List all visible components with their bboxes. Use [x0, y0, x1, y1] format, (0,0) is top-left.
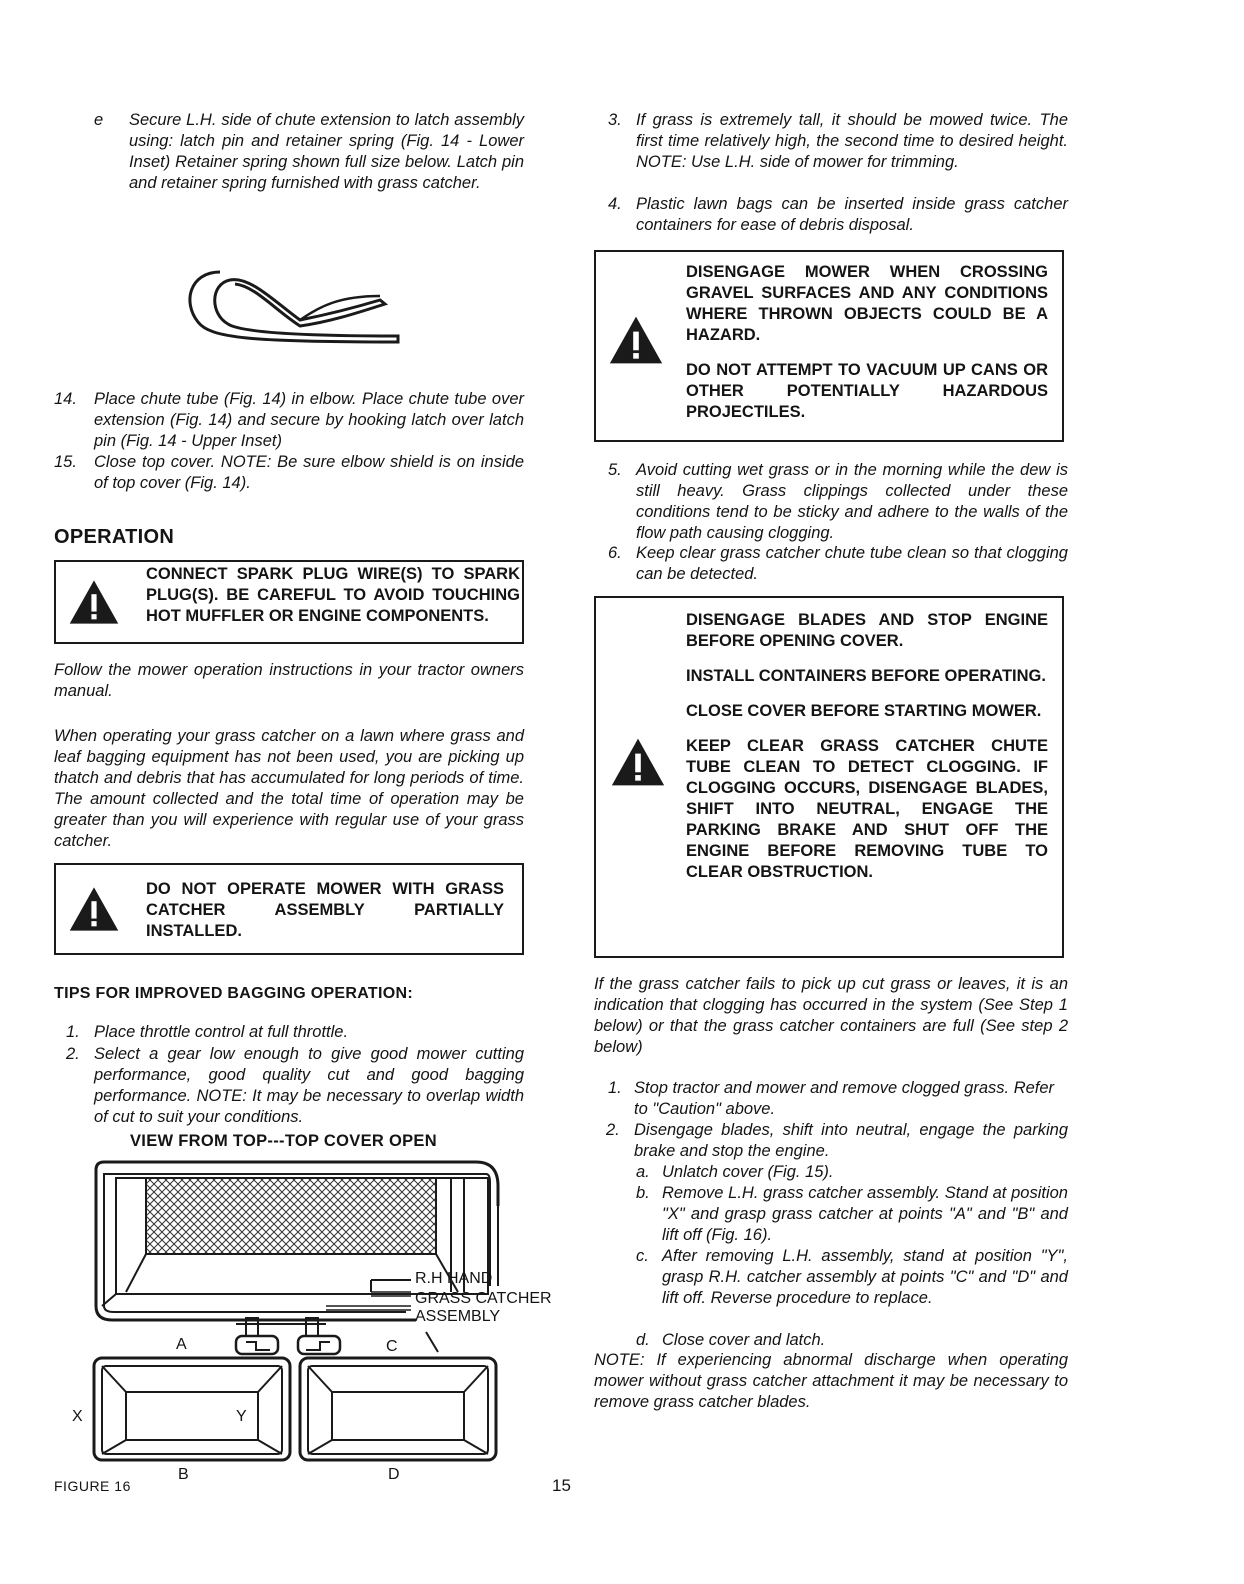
clog-step-1-num: 1. [608, 1079, 622, 1097]
warning-box-spark-plug [54, 560, 524, 644]
step-e-marker: e [94, 111, 104, 129]
tips-heading: TIPS FOR IMPROVED BAGGING OPERATION: [54, 985, 413, 1002]
clog-step-2-text: Disengage blades, shift into neutral, engage the parking brake and stop the engine. [634, 1121, 1068, 1160]
figure-caption: FIGURE 16 [54, 1478, 131, 1494]
tip-3-num: 3. [608, 111, 622, 129]
step-14-num: 14. [54, 390, 77, 408]
label-c: C [386, 1338, 398, 1355]
page-number: 15 [552, 1476, 571, 1495]
warning-icon [610, 736, 666, 788]
warning-gravel-line-2: DO NOT ATTEMPT TO VACUUM UP CANS OR OTHER POTENTIALLY HAZARDOUS PROJECTILES. [686, 361, 1048, 421]
warning-text-gravel [686, 262, 1048, 437]
step-15-num: 15. [54, 453, 77, 471]
warning-text-blades [686, 610, 1048, 897]
substep-c-num: c. [636, 1247, 649, 1265]
tip-5-text: Avoid cutting wet grass or in the morning while the dew is still heavy. Grass clippings collected under these conditions tend to be sticky and adhere to the walls of the flow path causing clogging. [636, 461, 1068, 542]
note-abnormal-discharge: NOTE: If experiencing abnormal discharge when operating mower without grass catcher attachment it may be necessary to remove grass catcher blades. [594, 1351, 1068, 1411]
warning-box-partial-install [54, 863, 524, 955]
clog-step-2-num: 2. [606, 1121, 620, 1139]
substep-d-num: d. [636, 1331, 650, 1349]
warning-box-gravel [594, 250, 1064, 442]
tip-1-text: Place throttle control at full throttle. [94, 1023, 349, 1041]
substep-b-num: b. [636, 1184, 650, 1202]
label-y: Y [236, 1408, 247, 1425]
substep-b-text: Remove L.H. grass catcher assembly. Stand at position "X" and grasp grass catcher at points "A" and "B" and lift off (Fig. 16). [662, 1184, 1068, 1244]
label-d: D [388, 1466, 400, 1483]
label-grass-catcher: GRASS CATCHER [415, 1290, 552, 1307]
warning-text-spark-plug: CONNECT SPARK PLUG WIRE(S) TO SPARK PLUG(S). BE CAREFUL TO AVOID TOUCHING HOT MUFFLER OR ENGINE COMPONENTS. [146, 565, 520, 625]
retainer-spring-illustration [180, 262, 405, 347]
warning-icon [68, 578, 120, 626]
warning-blades-line-3: CLOSE COVER BEFORE STARTING MOWER. [686, 702, 1042, 720]
label-a: A [176, 1336, 187, 1353]
tip-3-text: If grass is extremely tall, it should be mowed twice. The first time relatively high, the second time to desired height. NOTE: Use L.H. side of mower for trimming. [636, 111, 1068, 171]
label-assembly: ASSEMBLY [415, 1308, 501, 1325]
tip-2-num: 2. [66, 1045, 80, 1063]
label-x: X [72, 1408, 83, 1425]
tip-4-num: 4. [608, 195, 622, 213]
clog-step-1-text: Stop tractor and mower and remove clogged grass. Refer to "Caution" above. [634, 1079, 1055, 1118]
step-14-text: Place chute tube (Fig. 14) in elbow. Place chute tube over extension (Fig. 14) and secure by hooking latch over latch pin (Fig. 14 - Upper Inset) [94, 390, 524, 450]
para-clogging: If the grass catcher fails to pick up cut grass or leaves, it is an indication that clogging has occurred in the system (See Step 1 below) or that the grass catcher containers are full (See step 2 below) [594, 975, 1068, 1056]
label-rh-hand: R.H HAND [415, 1270, 493, 1287]
step-e-text: Secure L.H. side of chute extension to latch assembly using: latch pin and retainer spring (Fig. 14 - Lower Inset) Retainer spring shown full size below. Latch pin and retainer spring furnished with grass catcher. [129, 111, 524, 192]
operation-heading: OPERATION [54, 526, 175, 548]
label-b: B [178, 1466, 189, 1483]
warning-icon [68, 885, 120, 933]
tip-6-text: Keep clear grass catcher chute tube clean so that clogging can be detected. [636, 544, 1068, 583]
step-15-text: Close top cover. NOTE: Be sure elbow shield is on inside of top cover (Fig. 14). [94, 453, 524, 492]
warning-box-blades [594, 596, 1064, 958]
warning-blades-line-1: DISENGAGE BLADES AND STOP ENGINE BEFORE OPENING COVER. [686, 611, 1048, 650]
substep-d-text: Close cover and latch. [662, 1331, 826, 1349]
tip-5-num: 5. [608, 461, 622, 479]
warning-blades-line-2: INSTALL CONTAINERS BEFORE OPERATING. [686, 667, 1046, 685]
figure-title: VIEW FROM TOP---TOP COVER OPEN [130, 1132, 437, 1150]
tip-6-num: 6. [608, 544, 622, 562]
warning-text-partial-install: DO NOT OPERATE MOWER WITH GRASS CATCHER ASSEMBLY PARTIALLY INSTALLED. [146, 880, 504, 940]
tip-4-text: Plastic lawn bags can be inserted inside grass catcher containers for ease of debris disposal. [636, 195, 1068, 234]
substep-a-num: a. [636, 1163, 650, 1181]
tip-1-num: 1. [66, 1023, 80, 1041]
warning-icon [608, 314, 664, 366]
substep-a-text: Unlatch cover (Fig. 15). [662, 1163, 834, 1181]
tip-2-text: Select a gear low enough to give good mower cutting performance, good quality cut and good bagging performance. NOTE: It may be necessary to overlap width of cut to suit your conditions. [94, 1045, 524, 1126]
substep-c-text: After removing L.H. assembly, stand at position "Y", grasp R.H. catcher assembly at points "C" and "D" and lift off. Reverse procedure to replace. [662, 1247, 1068, 1307]
para-follow-instructions: Follow the mower operation instructions in your tractor owners manual. [54, 661, 524, 700]
para-thatch: When operating your grass catcher on a lawn where grass and leaf bagging equipment has not been used, you are picking up thatch and debris that has accumulated for long periods of time. The amount collected and the total time of operation may be greater than you will experience with regular use of your grass catcher. [54, 727, 524, 850]
warning-gravel-line-1: DISENGAGE MOWER WHEN CROSSING GRAVEL SURFACES AND ANY CONDITIONS WHERE THROWN OBJECTS COULD BE A HAZARD. [686, 263, 1048, 344]
warning-blades-line-4: KEEP CLEAR GRASS CATCHER CHUTE TUBE CLEAN TO DETECT CLOGGING. IF CLOGGING OCCURS, DISENGAGE BLADES, SHIFT INTO NEUTRAL, ENGAGE THE PARKING BRAKE AND SHUT OFF THE ENGINE BEFORE REMOVING TUBE TO CLEAR OBSTRUCTION. [686, 737, 1048, 881]
